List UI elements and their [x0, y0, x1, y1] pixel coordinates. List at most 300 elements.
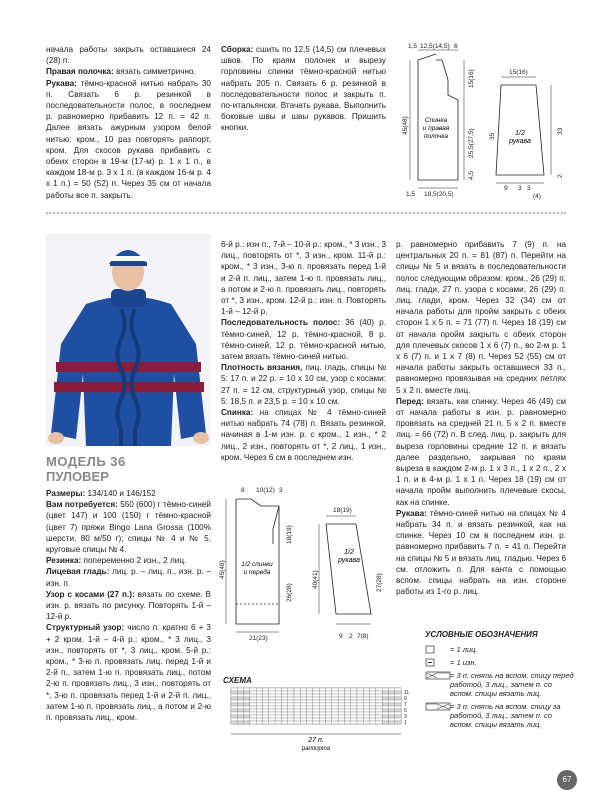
scheme-cell [300, 703, 306, 706]
scheme-cell [395, 697, 401, 700]
paragraph-text: число п. кратно 6 + 3 + 2 кром. 1-й – 4-й р.: кром., * 3 лиц., 3 изн., повторять от *, 3 лиц., кром. 5-й р.: кром., * 3-ю п. провязать лиц. перед 1-й и 2-й п., затем 1-ю п. провязать лиц., потом 2-ю п. провязать лиц., 3 изн., повторять от *, 3-ю п. провязать перед 1-й и 2-й п. лиц., затем 1-ю п. провязать лиц., а потом и 2-ю п. провязать лиц., кром. [46, 623, 211, 723]
scheme-cell [275, 718, 281, 721]
scheme-cell [300, 706, 306, 709]
paragraph-text: лиц. р. – лиц. п., изн. р. – изн. п. [46, 567, 211, 588]
scheme-cell [319, 715, 325, 718]
paragraph [46, 499, 211, 555]
paragraph-text: 550 (600) г тёмно-синей (цвет 147) и 100 (150) г тёмно-красной (цвет 7) пряжи Bingo Lana Grossa (100% шерсти, 80 м/50 г); спицы № 4 и № 5, круговые спицы № 4. [46, 500, 211, 555]
paragraph-text: начала работы закрыть оставшиеся 24 (28) п. [46, 45, 211, 66]
scheme-cell [382, 691, 388, 694]
scheme-cell [294, 688, 300, 691]
scheme-cell [288, 718, 294, 721]
scheme-cell [307, 700, 313, 703]
paragraph-text: лиц. гладь, спицы № 5: 17 п. и 22 р. = 10 х 10 см, узор с косами: 27 п. = 12 см, структурный узор, спицы № 5: 18,5 п. и 23,5 р. = 10 х 10 см. [221, 363, 386, 406]
sleeve-height: 35 [489, 132, 496, 140]
scheme-cell [250, 694, 256, 697]
scheme-cell [244, 715, 250, 718]
scheme-cell [344, 694, 350, 697]
dim-top-1: 1,5 [408, 43, 418, 50]
scheme-cell [275, 691, 281, 694]
scheme-cell [363, 721, 369, 724]
scheme-cell [294, 694, 300, 697]
scheme-cell [395, 694, 401, 697]
paragraph-text: р. равномерно прибавить 7 (9) п. на центральных 20 п. = 81 (87) п. Перейти на спицы № 5 и вязать в последовательности полос следующим образом: кром., 26 (29) п. лиц. глади, 27 п. узора с косами, 26 (29) п. лиц. глади, кром. Через 32 (34) см от начала работы для пройм закрыть с обеих сторон 1 х 5 п. = 71 (77) п. Через 18 (19) см от начала пройм закрыть с обеих сторон для плечевых скосов 1 х 6 (7) п., во 2-м р. 1 х 6 (7) п. и 1 х 7 (8) п. Через 52 (55) см от начала работы закрыть оставшиеся 33 п., равномерно провязывая на средних петлях 5 х 2 п. вместе лиц. [396, 240, 566, 395]
scheme-cell [300, 691, 306, 694]
d2-sleeve-top: 18(19) [333, 507, 352, 514]
cable-scheme-chart [221, 686, 421, 756]
scheme-cell [250, 703, 256, 706]
scheme-cell [319, 691, 325, 694]
model-photo [46, 234, 211, 446]
paragraph-text: вязать, как спинку. Через 46 (49) см от начала работы в изн. р. равномерно провязать на средней 21 п. 5 х 2 п. вместе лиц. = 66 (72) п. В след. лиц. р. закрыть для выреза горловины средние 12 п. и вязать далее раздельно, закрывая по краям выреза в каждом 2-м р. 1 х 3 п., 1 х 2 п., 2 х 1 п. и в 4-м р. 1 х 1 п. Через 18 (19) см от начала пройм выполнить плечевые скосы, как на спинке. [396, 396, 566, 507]
dim-height-total: 45(48) [402, 116, 409, 135]
paragraph [46, 78, 211, 201]
paragraph-heading: Рукава: [396, 508, 427, 518]
scheme-cell [376, 691, 382, 694]
paragraph-text: на спицах № 4 тёмно-синей нитью набрать 74 (78) п. Вязать резинкой, начиная в 1-м изн. р. с кром., 1 изн., * 2 лиц., 2 изн., повторять от *, 2 лиц., 1 изн., кром. Через 6 см в последнем изн. [221, 408, 386, 462]
scheme-cell [338, 694, 344, 697]
scheme-cell [326, 691, 332, 694]
scheme-cell [237, 712, 243, 715]
scheme-cell [338, 688, 344, 691]
scheme-cell [363, 712, 369, 715]
scheme-cell [395, 700, 401, 703]
scheme-cell [332, 691, 338, 694]
scheme-cell [382, 703, 388, 706]
scheme-cell [363, 709, 369, 712]
scheme-cell [300, 718, 306, 721]
scheme-cell [288, 703, 294, 706]
scheme-cell [326, 703, 332, 706]
scheme-cell [231, 721, 237, 724]
paragraph-heading: Вам потребуется: [46, 500, 118, 510]
scheme-cell [376, 697, 382, 700]
scheme-cell [244, 697, 250, 700]
scheme-cell [231, 712, 237, 715]
scheme-cell [338, 706, 344, 709]
scheme-cell [338, 703, 344, 706]
legend-item [425, 702, 575, 729]
legend-item-text: = 1 лиц. [450, 645, 478, 654]
paragraph-heading: Узор с косами (27 п.): [46, 589, 135, 599]
scheme-cell [326, 700, 332, 703]
scheme-cell [237, 718, 243, 721]
scheme-cell [376, 688, 382, 691]
d2-sleeve-label: 1/2 рукава [338, 549, 360, 564]
scheme-cell [370, 694, 376, 697]
scheme-cell [344, 688, 350, 691]
scheme-cell [269, 697, 275, 700]
scheme-cell [250, 712, 256, 715]
scheme-cell [281, 721, 287, 724]
scheme-cell [344, 703, 350, 706]
scheme-cell [281, 700, 287, 703]
scheme-cell [263, 691, 269, 694]
scheme-cell [269, 712, 275, 715]
scheme-cell [389, 706, 395, 709]
scheme-cell [319, 700, 325, 703]
scheme-cell [370, 697, 376, 700]
scheme-cell [370, 721, 376, 724]
legend-item-text: = 3 п. снять на вспом. спицу перед работой, 3 лиц., затем п. со вспом. спицы вязать лиц. [450, 671, 574, 698]
scheme-cell [244, 691, 250, 694]
scheme-cell [281, 706, 287, 709]
scheme-cell [389, 691, 395, 694]
scheme-cell [357, 697, 363, 700]
scheme-cell [389, 715, 395, 718]
scheme-cell [263, 700, 269, 703]
scheme-cell [357, 688, 363, 691]
scheme-cell [288, 694, 294, 697]
scheme-cell [237, 688, 243, 691]
scheme-cell [244, 703, 250, 706]
paragraph-text: вязать симметрично. [113, 67, 196, 77]
scheme-cell [395, 715, 401, 718]
scheme-cell [351, 700, 357, 703]
sleeve-bottom-3: 3 [527, 185, 531, 192]
scheme-cell [294, 703, 300, 706]
scheme-cell [281, 718, 287, 721]
d2-height-lower: 26(28) [286, 583, 293, 602]
scheme-cell [256, 718, 262, 721]
scheme-cell [244, 718, 250, 721]
scheme-cell [344, 718, 350, 721]
scheme-cell [389, 697, 395, 700]
scheme-cell [269, 721, 275, 724]
scheme-cell [319, 694, 325, 697]
scheme-cell [231, 706, 237, 709]
scheme-cell [332, 697, 338, 700]
scheme-cell [263, 688, 269, 691]
scheme-cell [231, 700, 237, 703]
scheme-cell [332, 706, 338, 709]
legend-item-text: = 3 п. снять на вспом. спицу за работой, 3 лиц., затем п. со вспом. спицы вязать лиц. [450, 702, 561, 729]
scheme-cell [357, 712, 363, 715]
scheme-cell [256, 691, 262, 694]
scheme-cell [370, 715, 376, 718]
d2-bottom: 21(23) [249, 635, 268, 642]
scheme-cell [395, 718, 401, 721]
scheme-cell [389, 688, 395, 691]
scheme-cell [269, 694, 275, 697]
scheme-cell [269, 703, 275, 706]
scheme-cell [395, 721, 401, 724]
scheme-cell [288, 709, 294, 712]
scheme-cell [326, 709, 332, 712]
d2-sleeve-height-2: 27(28) [376, 573, 383, 592]
scheme-cell [326, 715, 332, 718]
scheme-cell [307, 715, 313, 718]
paragraph-text: вязать по схеме. В изн. р. вязать по рисунку. Повторять 1-й – 12-й р. [46, 589, 211, 622]
scheme-cell [263, 706, 269, 709]
scheme-cell [338, 712, 344, 715]
model-title: МОДЕЛЬ 36 [46, 454, 126, 469]
paragraph-heading: Рукава: [46, 78, 77, 88]
scheme-cell [300, 715, 306, 718]
paragraph-heading: Структурный узор: [46, 623, 125, 633]
scheme-cell [269, 715, 275, 718]
scheme-cell [313, 691, 319, 694]
scheme-cell [294, 718, 300, 721]
scheme-cell [307, 703, 313, 706]
scheme-cell [307, 694, 313, 697]
scheme-cell [382, 694, 388, 697]
dim-top-3: 6 [454, 43, 458, 50]
paragraph-text: сшить по 12,5 (14,5) см плечевых швов. По краям полочек и вырезу горловины спинки тёмно-красной нитью набрать 205 п. Связать 6 р. резинкой в последовательности полос и закрыть п. по-итальянски. Втачать рукава. Выполнить боковые швы и швы рукавов. Пришить кнопки. [221, 45, 386, 133]
scheme-cell [237, 700, 243, 703]
scheme-cell [363, 715, 369, 718]
scheme-cell [382, 706, 388, 709]
scheme-cell [363, 688, 369, 691]
paragraph-text: попеременно 2 изн., 2 лиц. [81, 556, 187, 566]
scheme-cell [382, 715, 388, 718]
scheme-cell [382, 709, 388, 712]
scheme-cell [344, 700, 350, 703]
scheme-cell [256, 688, 262, 691]
scheme-cell [244, 706, 250, 709]
scheme-cell [288, 712, 294, 715]
scheme-cell [338, 709, 344, 712]
scheme-row-label: 1 [404, 720, 407, 726]
scheme-cell [351, 709, 357, 712]
scheme-cell [307, 721, 313, 724]
scheme-cell [332, 721, 338, 724]
scheme-cell [250, 691, 256, 694]
sleeve-height-3: 2 [557, 174, 564, 178]
scheme-cell [338, 721, 344, 724]
body-piece-label: Спинка и правая полочка [422, 117, 450, 140]
scheme-row-label: 3 [404, 714, 407, 720]
scheme-cell [250, 700, 256, 703]
scheme-cell [370, 709, 376, 712]
scheme-title: СХЕМА [223, 676, 252, 685]
paragraph [46, 622, 211, 723]
dim-height-lower: 25,5(27,5) [468, 128, 475, 158]
scheme-cell [363, 703, 369, 706]
scheme-cell [376, 718, 382, 721]
scheme-cell [256, 715, 262, 718]
scheme-cell [263, 718, 269, 721]
scheme-cell [351, 715, 357, 718]
bottom-right-column [396, 239, 566, 598]
scheme-cell [338, 697, 344, 700]
scheme-cell [376, 712, 382, 715]
scheme-cell [256, 697, 262, 700]
scheme-cell [313, 700, 319, 703]
scheme-cell [395, 691, 401, 694]
scheme-cell [370, 712, 376, 715]
scheme-cell [326, 697, 332, 700]
scheme-cell [300, 688, 306, 691]
scheme-cell [363, 706, 369, 709]
scheme-cell [338, 700, 344, 703]
paragraph [46, 44, 211, 66]
scheme-cell [382, 688, 388, 691]
scheme-cell [263, 694, 269, 697]
scheme-cell [244, 694, 250, 697]
scheme-cell [389, 700, 395, 703]
scheme-cell [351, 718, 357, 721]
purl-symbol-icon [425, 658, 447, 667]
dim-top-2: 12,5(14,5) [420, 43, 450, 50]
bottom-left-column [46, 488, 211, 723]
paragraph [46, 488, 211, 499]
d2-top-2: 10(12) [256, 487, 275, 494]
scheme-cell [319, 718, 325, 721]
sleeve-bottom-2: 3 [518, 185, 522, 192]
scheme-cell [294, 721, 300, 724]
scheme-cell [307, 709, 313, 712]
scheme-cell [263, 697, 269, 700]
d2-sleeve-height: 40(41) [312, 570, 319, 589]
scheme-cell [319, 697, 325, 700]
scheme-cell [307, 691, 313, 694]
scheme-cell [370, 700, 376, 703]
scheme-cell [326, 706, 332, 709]
scheme-cell [300, 709, 306, 712]
scheme-cell [344, 709, 350, 712]
scheme-cell [376, 700, 382, 703]
scheme-cell [376, 721, 382, 724]
scheme-cell [294, 697, 300, 700]
d2-top-3: 3 [279, 487, 283, 494]
dim-bottom-1: 1,5 [406, 191, 416, 198]
cable-front-symbol-icon [425, 671, 447, 680]
scheme-cell [326, 688, 332, 691]
scheme-cell [389, 721, 395, 724]
scheme-cell [294, 715, 300, 718]
scheme-cell [256, 712, 262, 715]
scheme-cell [237, 706, 243, 709]
scheme-cell [269, 718, 275, 721]
scheme-cell [344, 697, 350, 700]
scheme-cell [281, 703, 287, 706]
scheme-cell [294, 691, 300, 694]
scheme-cell [357, 691, 363, 694]
scheme-cell [357, 694, 363, 697]
scheme-cell [300, 721, 306, 724]
scheme-cell [256, 706, 262, 709]
scheme-cell [395, 709, 401, 712]
scheme-cell [269, 700, 275, 703]
scheme-cell [237, 697, 243, 700]
scheme-cell [382, 700, 388, 703]
scheme-cell [275, 703, 281, 706]
scheme-cell [344, 721, 350, 724]
paragraph [46, 555, 211, 566]
scheme-cell [256, 694, 262, 697]
paragraph-heading: Правая полочка: [46, 67, 114, 77]
paragraph-text: 134/140 и 146/152 [85, 489, 156, 498]
scheme-cell [338, 715, 344, 718]
scheme-cell [307, 688, 313, 691]
scheme-cell [382, 712, 388, 715]
scheme-cell [269, 688, 275, 691]
scheme-cell [351, 703, 357, 706]
scheme-cell [275, 700, 281, 703]
paragraph-text: тёмно-красной нитью набрать 30 п. Связать 6 р. резинкой в последовательности полос, в последнем р. равномерно прибавить 12 п. = 42 п. Далее вязать ажурным узором белой нитью: кром., 10 раз повторять раппорт, кром. Для скосов рукава прибавить с обеих сторон в 19-м (17-м) р. 1 х 1 п., в каждом 18-м р. 3 х 1 п. (в каждом 16-м р. 4 х 1 п.) = 50 (52) п. Через 35 см от начала работы все п. закрыть. [46, 78, 211, 200]
scheme-cell [263, 703, 269, 706]
scheme-cell [288, 688, 294, 691]
top-left-column [46, 44, 211, 201]
page-number: 67 [557, 770, 577, 790]
scheme-cell [357, 718, 363, 721]
knit-symbol-icon [425, 645, 447, 654]
scheme-cell [344, 706, 350, 709]
scheme-cell [275, 721, 281, 724]
scheme-cell [244, 709, 250, 712]
paragraph [46, 566, 211, 588]
paragraph-heading: Лицевая гладь: [46, 567, 110, 577]
d2-sleeve-bottom-3: 7(8) [357, 633, 369, 640]
scheme-cell [395, 703, 401, 706]
scheme-cell [389, 718, 395, 721]
scheme-cell [256, 703, 262, 706]
scheme-cell [231, 688, 237, 691]
legend-item [425, 658, 575, 667]
scheme-cell [344, 715, 350, 718]
scheme-cell [351, 706, 357, 709]
scheme-cell [313, 706, 319, 709]
legend-item [425, 645, 575, 654]
scheme-cell [376, 709, 382, 712]
scheme-cell [319, 688, 325, 691]
paragraph-heading: Резинка: [46, 556, 82, 566]
scheme-row-label: 7 [404, 702, 407, 708]
scheme-cell [263, 721, 269, 724]
scheme-cell [326, 718, 332, 721]
scheme-cell [275, 709, 281, 712]
section-divider [46, 212, 566, 214]
scheme-cell [281, 712, 287, 715]
scheme-cell [275, 697, 281, 700]
scheme-cell [237, 709, 243, 712]
paragraph [396, 508, 566, 598]
scheme-cell [338, 718, 344, 721]
scheme-cell [313, 709, 319, 712]
d2-body-label: 1/2 спинки и переда [241, 561, 273, 576]
model-subtitle: ПУЛОВЕР [46, 469, 109, 484]
scheme-cell [263, 709, 269, 712]
scheme-cell [319, 706, 325, 709]
paragraph-heading: Плотность вязания, [221, 363, 303, 373]
scheme-cell [376, 706, 382, 709]
scheme-cell [326, 694, 332, 697]
scheme-cell [363, 697, 369, 700]
scheme-cell [357, 715, 363, 718]
bottom-middle-column [221, 239, 386, 463]
scheme-cell [250, 688, 256, 691]
scheme-cell [395, 706, 401, 709]
scheme-cell [231, 694, 237, 697]
pullover-diagram [221, 484, 401, 644]
paragraph-text: 6-й р.: изн п., 7-й – 10-й р.: кром., * 3 изн., 3 лиц., повторять от *, 3 изн., кром. 11-й р.: кром., * 3 изн., 3-ю п. провязать перед 1-й и 2-й п. лиц., затем 1-ю п. провязать лиц., а потом и 2-ю п. провязать лиц., повторять от *, 3 изн., кром. 12-й р.: изн. п. Повторять 1-й – 12-й р. [221, 240, 386, 317]
d2-sleeve-bottom-2: 2 [349, 633, 353, 640]
scheme-row-label: 11 [404, 690, 410, 696]
scheme-cell [237, 694, 243, 697]
scheme-cell [307, 697, 313, 700]
scheme-cell [357, 721, 363, 724]
scheme-cell [351, 697, 357, 700]
paragraph [396, 396, 566, 508]
scheme-cell [351, 712, 357, 715]
paragraph-text: 36 (40) р. тёмно-синей, 12 р. тёмно-красной, 8 р. тёмно-синей, 12 р. тёмно-красной нитью, затем вязать тёмно-синей нитью. [221, 318, 386, 362]
scheme-cell [382, 718, 388, 721]
scheme-cell [319, 709, 325, 712]
top-pattern-diagram [396, 40, 576, 200]
scheme-cell [231, 691, 237, 694]
sleeve-piece-label: 1/2 рукава [509, 130, 531, 145]
